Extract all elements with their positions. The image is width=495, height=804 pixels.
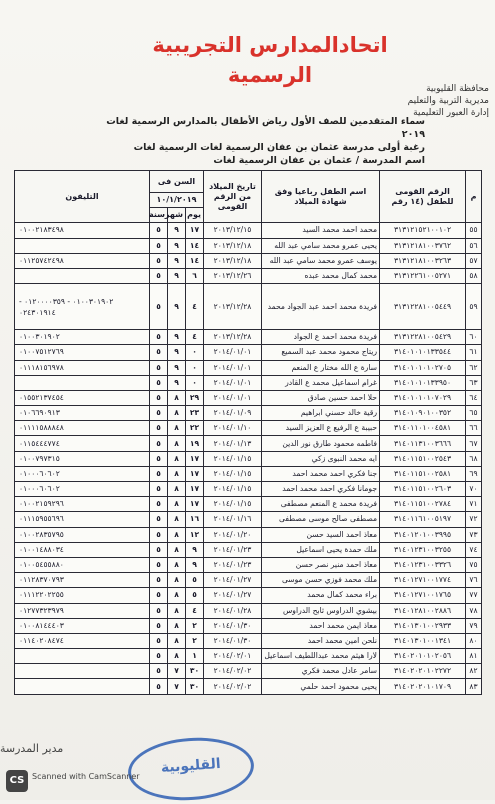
cell-phone — [15, 649, 150, 664]
header-phone: التليفون — [15, 171, 150, 223]
cell-phone: ٠١٠٠٠٦٠٦٠٢ — [15, 482, 150, 497]
cell-age-day: ٢ — [186, 618, 204, 633]
cell-birth-date: ٢٠١٤/٠١/٢٣ — [204, 542, 262, 557]
cell-child-name: حلا احمد حسين صادق — [262, 390, 380, 405]
cell-birth-date: ٢٠١٣/١٢/٢٨ — [204, 284, 262, 330]
cell-birth-date: ٢٠١٤/٠١/١٠ — [204, 421, 262, 436]
cell-birth-date: ٢٠١٤/٠١/١٥ — [204, 466, 262, 481]
table-row — [15, 512, 482, 527]
cell-age-month: ٨ — [168, 497, 186, 512]
cell-child-name: لارا هيثم محمد عبداللطيف اسماعيل — [262, 649, 380, 664]
cell-birth-date: ٢٠١٤/٠١/٢٠ — [204, 527, 262, 542]
list-subtitle — [105, 115, 425, 167]
cell-national-id: ٣١٣١٢١٨١٠٠٣٧٦٢ — [380, 238, 466, 253]
cell-age-year: ٥ — [150, 588, 168, 603]
cell-serial: ٧٥ — [466, 557, 482, 572]
cell-national-id: ٣١٤٠١٢٣١٠٠٣٣٢٦ — [380, 557, 466, 572]
cell-child-name: جومانا فكري احمد محمد احمد — [262, 482, 380, 497]
cell-phone: ٠١٠٠٧٥١٢٧٦٩ — [15, 345, 150, 360]
cell-birth-date: ٢٠١٤/٠١/٠١ — [204, 390, 262, 405]
cell-national-id: ٣١٣١٢٢٦١٠٠٥٢٧١ — [380, 268, 466, 283]
cell-serial: ٥٩ — [466, 284, 482, 330]
cell-child-name: يحيى محمود احمد حلمي — [262, 679, 380, 694]
title-line-1: اتحادالمدارس التجريبية — [152, 33, 388, 57]
applicants-table — [14, 170, 482, 695]
cell-age-day: ١٧ — [186, 497, 204, 512]
cell-child-name: مصطفى صالح موسى مصطفى — [262, 512, 380, 527]
cell-age-year: ٥ — [150, 466, 168, 481]
table-row — [15, 284, 482, 330]
cell-age-year: ٥ — [150, 268, 168, 283]
cell-birth-date: ٢٠١٤/٠٢/٠١ — [204, 649, 262, 664]
cell-national-id: ٣١٤٠١١٥١٠٠٢٧٨٤ — [380, 497, 466, 512]
cell-serial: ٧٦ — [466, 573, 482, 588]
cell-phone: ٠١١٢٥٧٤٢٤٩٨ — [15, 253, 150, 268]
cell-serial: ٦٣ — [466, 375, 482, 390]
cell-phone — [15, 375, 150, 390]
cell-national-id: ٣١٤٠١٣٠١٠٠٢٩٣٣ — [380, 618, 466, 633]
cell-age-year: ٥ — [150, 238, 168, 253]
table-row — [15, 633, 482, 648]
cell-serial: ٦٩ — [466, 466, 482, 481]
cell-national-id: ٣١٤٠١٣٠١٠٠١٣٤١ — [380, 633, 466, 648]
subtitle-line: سماء المتقدمين للصف الأول رياض الأطفال بالمدارس الرسمية لغات ٢٠١٩ — [106, 116, 425, 140]
cell-age-month: ٨ — [168, 603, 186, 618]
cell-child-name: محمد كمال محمد عبده — [262, 268, 380, 283]
cell-age-month: ٨ — [168, 588, 186, 603]
cell-birth-date: ٢٠١٤/٠١/١٦ — [204, 512, 262, 527]
cell-age-day: ٥ — [186, 573, 204, 588]
cell-age-day: ١٦ — [186, 512, 204, 527]
cell-child-name: نلحن امين محمد احمد — [262, 633, 380, 648]
table-row — [15, 436, 482, 451]
cell-age-year: ٥ — [150, 497, 168, 512]
cell-phone: ٠١٠٠٥٤٥٥٨٨٠ — [15, 557, 150, 572]
cell-child-name: جنا فكري احمد محمد احمد — [262, 466, 380, 481]
cell-age-year: ٥ — [150, 390, 168, 405]
principal-signature: مدير المدرسة — [0, 742, 64, 755]
ministry-line: إدارة العبور التعليمية — [413, 108, 489, 118]
cell-age-month: ٧ — [168, 679, 186, 694]
cell-serial: ٦٧ — [466, 436, 482, 451]
cell-age-year: ٥ — [150, 649, 168, 664]
table-row — [15, 618, 482, 633]
cell-age-month: ٨ — [168, 482, 186, 497]
cell-national-id: ٣١٤٠١٠١٠١٠٧٠٢٩ — [380, 390, 466, 405]
cell-age-month: ٨ — [168, 466, 186, 481]
cell-age-month: ٧ — [168, 664, 186, 679]
cell-serial: ٧٤ — [466, 542, 482, 557]
table-row — [15, 649, 482, 664]
cell-age-month: ٨ — [168, 633, 186, 648]
ministry-header — [389, 83, 489, 119]
cell-national-id: ٣١٤٠١١٠١٠٠٤٥٨١ — [380, 421, 466, 436]
cell-age-year: ٥ — [150, 223, 168, 238]
cell-national-id: ٣١٤٠١٠٩٠١٠٠٣٥٢ — [380, 406, 466, 421]
cell-age-day: ٥ — [186, 588, 204, 603]
cell-age-year: ٥ — [150, 679, 168, 694]
cell-age-month: ٨ — [168, 390, 186, 405]
cell-serial: ٥٥ — [466, 223, 482, 238]
cell-age-day: ٠ — [186, 360, 204, 375]
cell-age-year: ٥ — [150, 253, 168, 268]
cell-age-day: ٦ — [186, 268, 204, 283]
cell-age-year: ٥ — [150, 406, 168, 421]
cell-phone: ٠١٠٠٣٠١٩٠٢ - ٠١٢٠٠٠٠٣٥٩ - ٠٢٤٣٠١٩١٤ — [15, 284, 150, 330]
cell-age-year: ٥ — [150, 603, 168, 618]
cell-birth-date: ٢٠١٤/٠١/٢٧ — [204, 573, 262, 588]
cell-age-day: ٣٠ — [186, 664, 204, 679]
cell-age-month: ٩ — [168, 284, 186, 330]
cell-birth-date: ٢٠١٤/٠١/٠٩ — [204, 406, 262, 421]
cell-age-year: ٥ — [150, 360, 168, 375]
cell-national-id: ٣١٤٠١٢٨١٠٠٢٨٨٦ — [380, 603, 466, 618]
cell-age-month: ٨ — [168, 406, 186, 421]
cell-age-month: ٨ — [168, 527, 186, 542]
cell-child-name: ملك محمد فوزي حسن موسى — [262, 573, 380, 588]
cell-phone: ٠١١١٢٢٠٢٢٥٥ — [15, 588, 150, 603]
cell-age-year: ٥ — [150, 330, 168, 345]
cell-serial: ٨٣ — [466, 679, 482, 694]
cell-child-name: رقية خالد حسني ابراهيم — [262, 406, 380, 421]
cell-serial: ٧٩ — [466, 618, 482, 633]
cell-age-month: ٩ — [168, 375, 186, 390]
cell-child-name: ايه محمد النبوى زكي — [262, 451, 380, 466]
header-national-id: الرقم القومى للطفل (١٤ رقم — [380, 171, 466, 223]
cell-child-name: ملك حمدة يحيى اسماعيل — [262, 542, 380, 557]
cell-serial: ٦١ — [466, 345, 482, 360]
table-row — [15, 375, 482, 390]
cell-birth-date: ٢٠١٤/٠١/٢٨ — [204, 603, 262, 618]
cell-national-id: ٣١٤٠١١٥١٠٠٢٦٠٣ — [380, 482, 466, 497]
cell-age-month: ٨ — [168, 573, 186, 588]
cell-phone: ٠١١١١٥٨٨٨٤٨ — [15, 421, 150, 436]
table-row — [15, 406, 482, 421]
table-row — [15, 482, 482, 497]
camscanner-logo-icon: CS — [6, 770, 28, 792]
cell-birth-date: ٢٠١٤/٠١/٠١ — [204, 375, 262, 390]
table-row — [15, 421, 482, 436]
table-row — [15, 253, 482, 268]
cell-age-day: ٢٣ — [186, 406, 204, 421]
cell-age-year: ٥ — [150, 633, 168, 648]
cell-national-id: ٣١٤٠١٢٠١٠٠٣٩٩٥ — [380, 527, 466, 542]
cell-phone: ٠١٠٠٢١٨٣٤٩٨ — [15, 223, 150, 238]
cell-age-month: ٨ — [168, 421, 186, 436]
table-row — [15, 573, 482, 588]
cell-birth-date: ٢٠١٤/٠٢/٠٢ — [204, 664, 262, 679]
cell-birth-date: ٢٠١٤/٠١/٠١ — [204, 360, 262, 375]
table-row — [15, 664, 482, 679]
cell-national-id: ٣١٤٠١٠١٠١٣٣٩٥٠ — [380, 375, 466, 390]
table-row — [15, 557, 482, 572]
cell-child-name: سامر عادل محمد فكري — [262, 664, 380, 679]
cell-serial: ٦٢ — [466, 360, 482, 375]
cell-serial: ٦٨ — [466, 451, 482, 466]
official-stamp: القليوبية — [126, 734, 256, 804]
header-serial: م — [466, 171, 482, 223]
cell-serial: ٥٨ — [466, 268, 482, 283]
cell-birth-date: ٢٠١٤/٠١/١٥ — [204, 482, 262, 497]
cell-national-id: ٣١٤٠٢٠٢٠١٠١٧٠٩ — [380, 679, 466, 694]
cell-age-day: ٤ — [186, 330, 204, 345]
cell-age-day: ٠ — [186, 375, 204, 390]
cell-serial: ٦٤ — [466, 390, 482, 405]
cell-birth-date: ٢٠١٤/٠١/٢٣ — [204, 557, 262, 572]
table-row — [15, 603, 482, 618]
cell-age-month: ٨ — [168, 618, 186, 633]
cell-birth-date: ٢٠١٤/٠٢/٠٢ — [204, 679, 262, 694]
cell-national-id: ٣١٣١٢٢٨١٠٠٥٤٢٩ — [380, 330, 466, 345]
cell-child-name: معاذ ايمن محمد احمد — [262, 618, 380, 633]
cell-serial: ٧٣ — [466, 527, 482, 542]
cell-age-day: ٣٠ — [186, 679, 204, 694]
cell-birth-date: ٢٠١٤/٠١/٣٠ — [204, 618, 262, 633]
cell-age-year: ٥ — [150, 284, 168, 330]
cell-national-id: ٣١٤٠١٠١٠١٠٢٧٠٥ — [380, 360, 466, 375]
cell-birth-date: ٢٠١٤/٠١/٣٠ — [204, 633, 262, 648]
cell-age-day: ٢٢ — [186, 421, 204, 436]
cell-child-name: يحيى عمرو محمد سامي عبد الله — [262, 238, 380, 253]
cell-birth-date: ٢٠١٤/٠١/١٥ — [204, 451, 262, 466]
cell-age-year: ٥ — [150, 618, 168, 633]
header-birth-date: تاريخ الميلاد من الرقم القومى — [204, 171, 262, 223]
cell-birth-date: ٢٠١٤/٠١/١٥ — [204, 497, 262, 512]
cell-age-day: ٤ — [186, 284, 204, 330]
header-day: يوم — [186, 208, 204, 223]
cell-phone: ٠١١١٨١٥٦٩٧٨ — [15, 360, 150, 375]
cell-age-year: ٥ — [150, 527, 168, 542]
cell-birth-date: ٢٠١٣/١٢/٢٦ — [204, 268, 262, 283]
cell-age-year: ٥ — [150, 512, 168, 527]
document-title — [140, 30, 400, 90]
cell-child-name: بيشوي الدراوس ثابح الدراوس — [262, 603, 380, 618]
cell-birth-date: ٢٠١٣/١٢/١٨ — [204, 253, 262, 268]
header-year: سنة — [150, 208, 168, 223]
cell-serial: ٧١ — [466, 497, 482, 512]
table-row — [15, 679, 482, 694]
cell-phone: ٠١٠٦٦٩٠٩١٣ — [15, 406, 150, 421]
table-row — [15, 497, 482, 512]
cell-phone: ٠١١٥٤٤٤٧٧٤ — [15, 436, 150, 451]
cell-age-month: ٨ — [168, 512, 186, 527]
cell-birth-date: ٢٠١٤/٠١/٢٧ — [204, 588, 262, 603]
cell-age-year: ٥ — [150, 557, 168, 572]
cell-phone: ٠١٠٠١٤٨٨٠٣٤ — [15, 542, 150, 557]
cell-phone — [15, 664, 150, 679]
cell-phone: ٠١٠٠٣٠١٩٠٢ — [15, 330, 150, 345]
cell-serial: ٨١ — [466, 649, 482, 664]
cell-national-id: ٣١٤٠١٢٧١٠٠١٧٦٥ — [380, 588, 466, 603]
cell-age-month: ٩ — [168, 238, 186, 253]
cell-serial: ٥٧ — [466, 253, 482, 268]
table-body — [15, 223, 482, 694]
header-month: شهر — [168, 208, 186, 223]
cell-child-name: براء محمد كمال محمد — [262, 588, 380, 603]
cell-birth-date: ٢٠١٤/٠١/١٣ — [204, 436, 262, 451]
cell-age-month: ٩ — [168, 345, 186, 360]
cell-phone — [15, 238, 150, 253]
cell-age-month: ٨ — [168, 436, 186, 451]
table-row — [15, 238, 482, 253]
cell-age-day: ١٧ — [186, 482, 204, 497]
cell-serial: ٧٧ — [466, 588, 482, 603]
ministry-line: مديرية التربية والتعليم — [407, 96, 489, 106]
table-row — [15, 588, 482, 603]
cell-serial: ٨٢ — [466, 664, 482, 679]
cell-phone: ٠١٠٠٢٨٣٥٧٩٥ — [15, 527, 150, 542]
cell-phone — [15, 679, 150, 694]
cell-age-year: ٥ — [150, 421, 168, 436]
cell-phone: ٠١١١٥٩٥٥٦٩٦ — [15, 512, 150, 527]
cell-national-id: ٣١٣١٢١٨١٠٠٣٢٦٣ — [380, 253, 466, 268]
cell-child-name: حبيبة ع الرفيع ع العزيز السيد — [262, 421, 380, 436]
cell-age-year: ٥ — [150, 375, 168, 390]
cell-age-day: ١٧ — [186, 451, 204, 466]
cell-child-name: فاطمه محمود طارق نور الدين — [262, 436, 380, 451]
cell-serial: ٦٦ — [466, 421, 482, 436]
cell-age-year: ٥ — [150, 573, 168, 588]
cell-age-year: ٥ — [150, 345, 168, 360]
cell-phone: ٠١٠٠٧٩٧٣١٥ — [15, 451, 150, 466]
header-child-name: اسم الطفل رباعيا وفق شهادة الميلاد — [262, 171, 380, 223]
cell-child-name: يوسف عمرو محمد سامي عبد الله — [262, 253, 380, 268]
table-row — [15, 345, 482, 360]
cell-phone: ٠١١٢٨٣٧٠٧٩٣ — [15, 573, 150, 588]
cell-child-name: معاذ احمد السيد حسن — [262, 527, 380, 542]
cell-child-name: فريدة محمد ع المنعم مصطفى — [262, 497, 380, 512]
cell-child-name: معاذ احمد منير نصر حسن — [262, 557, 380, 572]
cell-serial: ٦٥ — [466, 406, 482, 421]
cell-child-name: محمد احمد محمد السيد — [262, 223, 380, 238]
cell-national-id: ٣١٤٠١٠١٠١٣٣٥٤٤ — [380, 345, 466, 360]
cell-age-month: ٩ — [168, 360, 186, 375]
cell-age-month: ٩ — [168, 330, 186, 345]
table-row — [15, 390, 482, 405]
table-row — [15, 527, 482, 542]
cell-birth-date: ٢٠١٣/١٢/٢٨ — [204, 330, 262, 345]
cell-child-name: ريتاج محمود محمد عبد السميع — [262, 345, 380, 360]
cell-national-id: ٣١٤٠٢٠١٠١٠٢٠٥٦ — [380, 649, 466, 664]
cell-national-id: ٣١٣١٢٢٨١٠٠٥٤٤٩ — [380, 284, 466, 330]
cell-phone: ٠١٠٠٢١٥٩٢٩٦ — [15, 497, 150, 512]
cell-birth-date: ٢٠١٤/٠١/٠١ — [204, 345, 262, 360]
cell-age-day: ١٩ — [186, 436, 204, 451]
table-row — [15, 360, 482, 375]
cell-serial: ٥٦ — [466, 238, 482, 253]
table-row — [15, 268, 482, 283]
cell-serial: ٦٠ — [466, 330, 482, 345]
cell-age-year: ٥ — [150, 664, 168, 679]
header-age-group: السن فى — [150, 171, 204, 193]
cell-national-id: ٣١٤٠١١٦١٠٠٥١٩٧ — [380, 512, 466, 527]
cell-child-name: فريدة محمد احمد عبد الجواد محمد — [262, 284, 380, 330]
cell-child-name: فريدة محمد احمد ع الجواد — [262, 330, 380, 345]
cell-age-day: ١٧ — [186, 466, 204, 481]
title-line-2: الرسمية — [227, 63, 313, 87]
subtitle-line: اسم المدرسة / عثمان بن عفان الرسمية لغات — [213, 155, 425, 166]
cell-age-month: ٩ — [168, 253, 186, 268]
cell-age-month: ٨ — [168, 557, 186, 572]
cell-child-name: سارة ع الله مختار ع المنعم — [262, 360, 380, 375]
cell-phone: ٠١٠٠٨١٤٤٤٠٣ — [15, 618, 150, 633]
cell-age-day: ٩ — [186, 542, 204, 557]
cell-national-id: ٣١٤٠١٢٣١٠٠٣٢٥٥ — [380, 542, 466, 557]
cell-age-day: ١٤ — [186, 238, 204, 253]
cell-age-month: ٩ — [168, 223, 186, 238]
cell-phone: ٠١٥٥٢١٣٧٤٥٤ — [15, 390, 150, 405]
cell-age-year: ٥ — [150, 542, 168, 557]
cell-national-id: ٣١٤٠١١٣١٠٠٣٦٦٦ — [380, 436, 466, 451]
cell-age-year: ٥ — [150, 482, 168, 497]
cell-age-day: ٠ — [186, 345, 204, 360]
ministry-line: محافظة القليوبية — [426, 84, 489, 94]
table-row — [15, 330, 482, 345]
cell-age-month: ٩ — [168, 268, 186, 283]
cell-age-month: ٨ — [168, 649, 186, 664]
cell-age-day: ١٤ — [186, 253, 204, 268]
cell-phone: ٠١٠٠٠٦٠٦٠٢ — [15, 466, 150, 481]
cell-national-id: ٣١٤٠٢٠٢٠١٠٢٢٧٢ — [380, 664, 466, 679]
table-row — [15, 451, 482, 466]
cell-age-year: ٥ — [150, 451, 168, 466]
cell-phone: ٠١٢٧٧٣٢٣٩٧٩ — [15, 603, 150, 618]
cell-age-day: ٩ — [186, 557, 204, 572]
cell-serial: ٧٠ — [466, 482, 482, 497]
cell-national-id: ٣١٣١٢١٥٢١٠٠١٠٢ — [380, 223, 466, 238]
header-age-date: ١٠/١/٢٠١٩ — [150, 193, 204, 208]
cell-birth-date: ٢٠١٣/١٢/١٨ — [204, 238, 262, 253]
cell-birth-date: ٢٠١٣/١٢/١٥ — [204, 223, 262, 238]
cell-serial: ٨٠ — [466, 633, 482, 648]
camscanner-label: Scanned with CamScanner — [32, 772, 140, 781]
cell-national-id: ٣١٤٠١١٥١٠٠٢٥٨١ — [380, 466, 466, 481]
cell-age-month: ٨ — [168, 542, 186, 557]
cell-phone: ٠١١٤٠٢٠٨٤٧٤ — [15, 633, 150, 648]
cell-age-day: ١٢ — [186, 527, 204, 542]
cell-national-id: ٣١٤٠١٢٧١٠٠١٧٧٤ — [380, 573, 466, 588]
cell-national-id: ٣١٤٠١١٥١٠٠٢٥٤٣ — [380, 451, 466, 466]
cell-child-name: غرام اسماعيل محمد ع القادر — [262, 375, 380, 390]
table-row — [15, 223, 482, 238]
cell-age-day: ٤ — [186, 603, 204, 618]
cell-age-day: ١٧ — [186, 223, 204, 238]
table-row — [15, 466, 482, 481]
cell-age-year: ٥ — [150, 436, 168, 451]
cell-serial: ٧٨ — [466, 603, 482, 618]
cell-age-day: ٢٩ — [186, 390, 204, 405]
cell-age-month: ٨ — [168, 451, 186, 466]
table-row — [15, 542, 482, 557]
cell-serial: ٧٢ — [466, 512, 482, 527]
cell-age-day: ١ — [186, 649, 204, 664]
subtitle-line: رغبة أولى مدرسة عثمان بن عفان الرسمية لغات الرسمية لغات — [133, 142, 425, 153]
cell-phone — [15, 268, 150, 283]
cell-age-day: ٢ — [186, 633, 204, 648]
